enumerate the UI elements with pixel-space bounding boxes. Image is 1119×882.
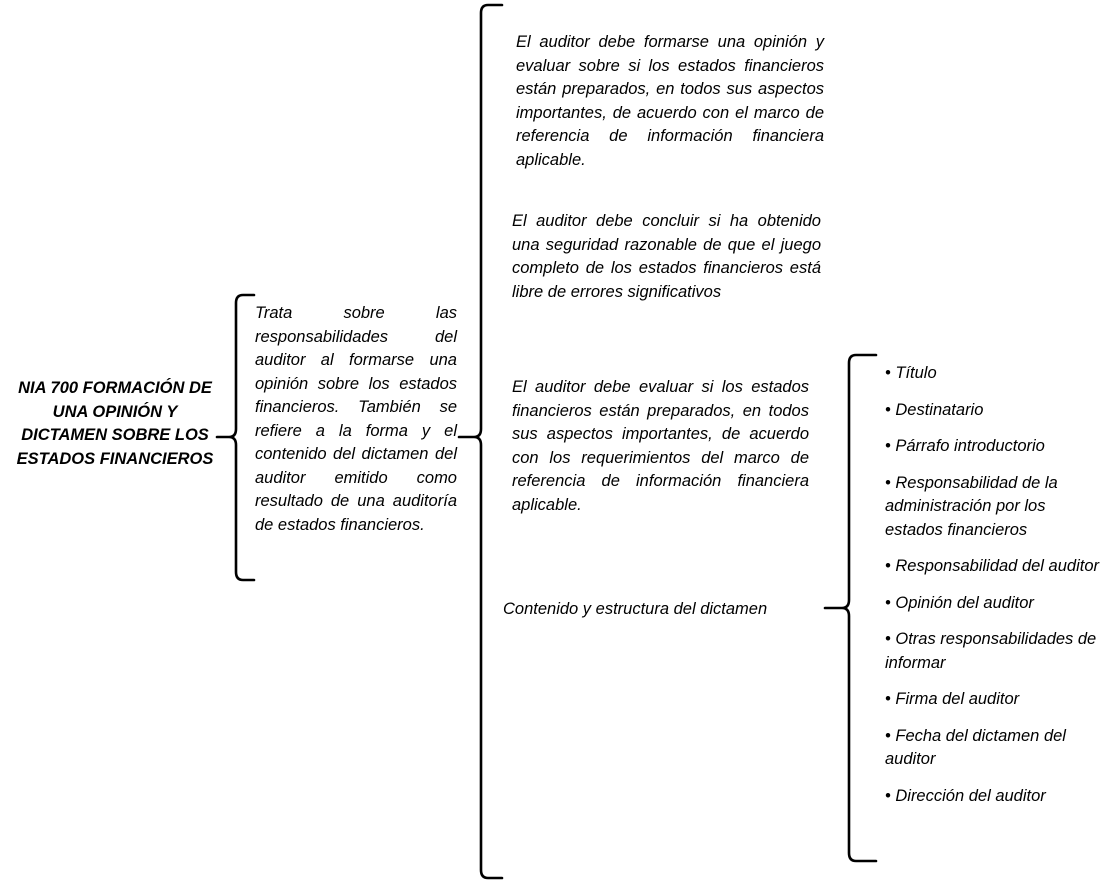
bracket-summary [217, 295, 254, 580]
report-contents-list [885, 362, 1105, 821]
requirement-opinion: El auditor debe formarse una opinión y evaluar sobre si los estados financieros están preparados, en todos sus aspectos importantes, de acuerdo con el marco de referencia de información financiera aplicable. [516, 33, 824, 169]
list-item: • Dirección del auditor [885, 786, 1046, 805]
bracket-contents [825, 355, 876, 861]
requirement-assurance: El auditor debe concluir si ha obtenido una seguridad razonable de que el juego completo de los estados financieros está libre de errores significativos [512, 212, 821, 301]
list-item: • Firma del auditor [885, 690, 1020, 708]
list-item: • Responsabilidad del auditor [885, 557, 1100, 575]
bracket-main [459, 5, 502, 878]
content-structure-label: Contenido y estructura del dictamen [503, 600, 768, 618]
list-item: • Otras responsabilidades de informar [885, 630, 1097, 672]
summary-text: Trata sobre las responsabilidades del auditor al formarse una opinión sobre los estados financieros. También se refiere a la forma y el contenido del dictamen del auditor emitido como resultado de una auditoría de estados financieros. [255, 304, 457, 534]
list-item: • Opinión del auditor [885, 593, 1034, 612]
diagram-title: NIA 700 FORMACIÓN DE UNA OPINIÓN Y DICTAMEN SOBRE LOS ESTADOS FINANCIEROS [16, 379, 214, 468]
requirement-evaluation: El auditor debe evaluar si los estados financieros están preparados, en todos sus aspectos importantes, de acuerdo con los requerimientos del marco de referencia de información financiera aplicable. [512, 378, 809, 514]
list-item: • Responsabilidad de la administración por los estados financieros [885, 473, 1058, 539]
list-item: • Título [885, 364, 937, 382]
list-item: • Párrafo introductorio [885, 437, 1045, 455]
list-item: • Fecha del dictamen del auditor [885, 726, 1066, 768]
list-item: • Destinatario [885, 400, 984, 419]
